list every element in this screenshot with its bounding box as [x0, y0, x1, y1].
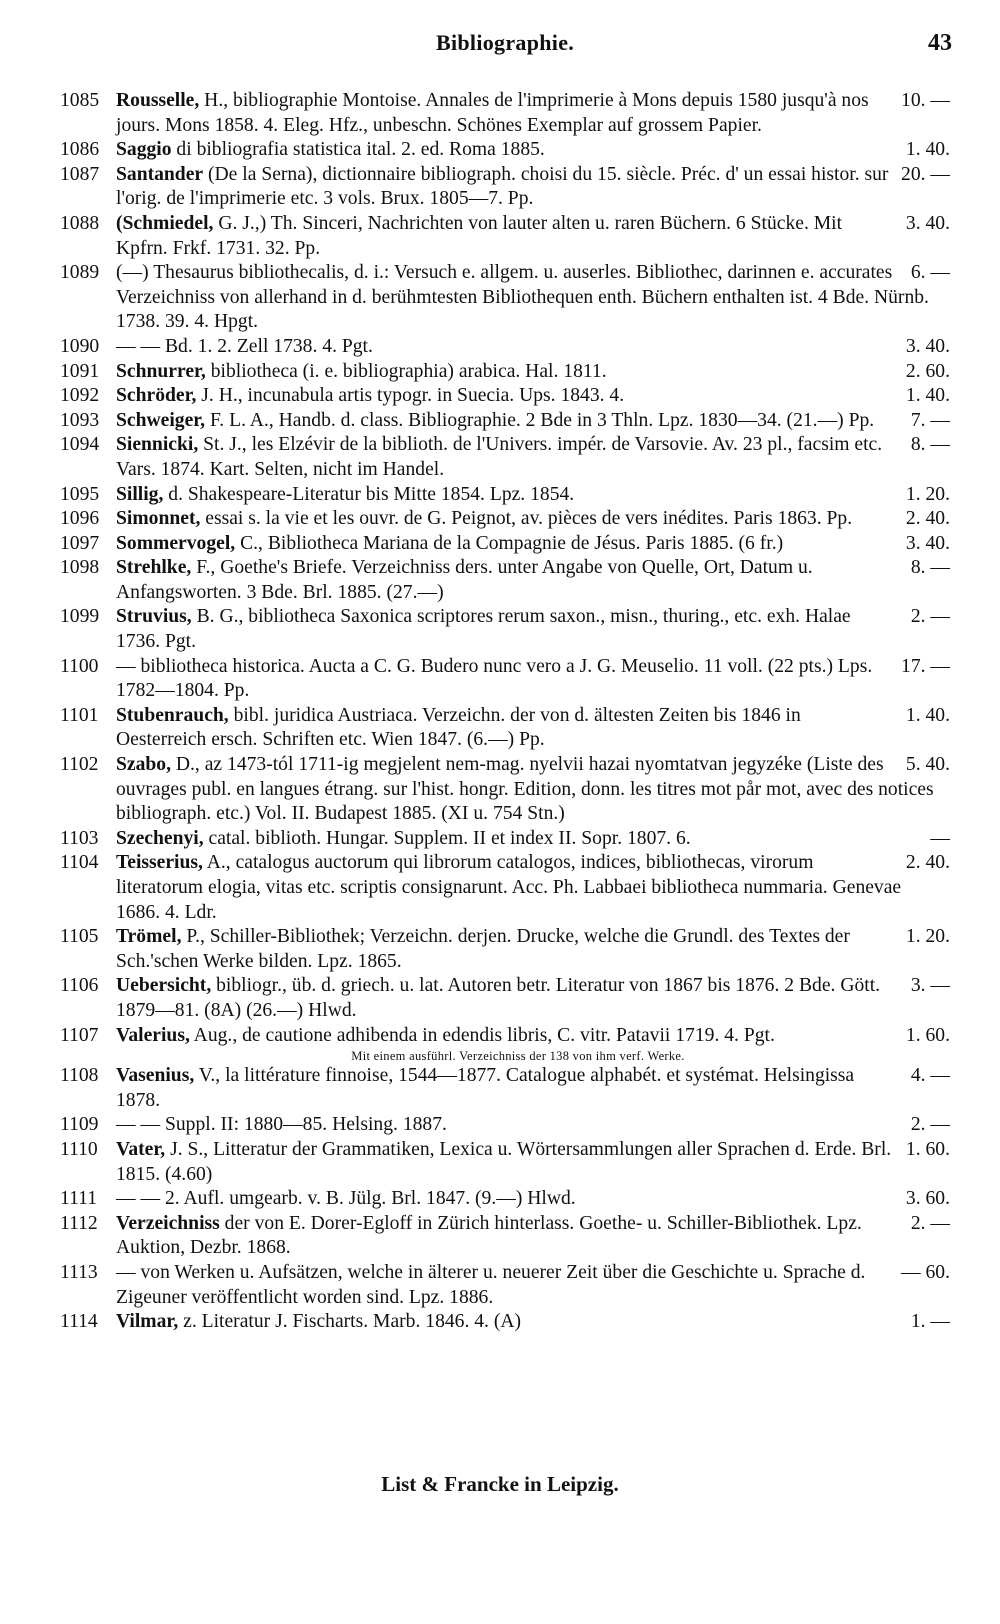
entry-price: 3. 40.: [905, 335, 950, 357]
entry-number: 1096: [60, 508, 100, 530]
entry-number: 1091: [60, 360, 100, 382]
entry-number: 1107: [60, 1024, 99, 1046]
entry-author: Stubenrauch,: [116, 704, 229, 726]
entry-author: Strehlke,: [116, 557, 192, 579]
entry-description: V., la littérature finnoise, 1544—1877. Catalogue alphabét. et systémat. Helsingissa 1878.: [116, 1065, 855, 1111]
catalogue-entry: [60, 925, 950, 974]
entry-description: B. G., bibliotheca Saxonica scriptores rerum saxon., misn., thuring., etc. exh. Halae 1736. Pgt.: [116, 606, 851, 653]
entry-number: 1088: [60, 212, 100, 234]
entry-description: — — Bd. 1. 2. Zell 1738. 4. Pgt.: [116, 335, 373, 357]
entry-description: — — 2. Aufl. umgearb. v. B. Jülg. Brl. 1847. (9.—) Hlwd.: [116, 1188, 576, 1210]
entry-number: 1113: [60, 1261, 98, 1283]
publisher-footer: List & Francke in Leipzig.: [381, 1472, 619, 1496]
entry-price: 3. 40.: [905, 212, 950, 234]
entry-price: 20. —: [901, 163, 950, 185]
page-number: 43: [928, 30, 952, 56]
entry-number: 1086: [60, 139, 100, 161]
entry-author: Uebersicht,: [116, 975, 212, 997]
entry-price: 4. —: [910, 1065, 950, 1087]
catalogue-entry: [60, 507, 950, 532]
entry-description: di bibliografia statistica ital. 2. ed. Roma 1885.: [171, 139, 545, 161]
entry-price: 8. —: [910, 434, 950, 456]
catalogue-entry: [60, 1261, 950, 1310]
entry-number: 1102: [60, 754, 99, 776]
catalogue-entries: [60, 89, 950, 1335]
entry-author: Vasenius,: [116, 1065, 195, 1087]
catalogue-entry: [60, 851, 950, 925]
catalogue-entry: [60, 655, 950, 704]
entry-description: Aug., de cautione adhibenda in edendis libris, C. vitr. Patavii 1719. 4. Pgt.: [189, 1024, 775, 1046]
catalogue-entry: [60, 212, 950, 261]
entry-price: 1. 20.: [905, 483, 950, 505]
entry-price: 6. —: [910, 262, 950, 284]
entry-description: J. S., Litteratur der Grammatiken, Lexica u. Wörtersammlungen aller Sprachen d. Erde. Brl. 1815. (4.60): [116, 1138, 892, 1185]
entry-description: D., az 1473-tól 1711-ig megjelent nem-mag. nyelvii hazai nyomtatvan jegyzéke (Liste des ouvrages publ. en langues étrang. sur l'hist. hongr. Edition, donn. les titres mot pår mot, avec des notices bibliograph. etc.) Vol. II. Budapest 1885. (XI u. 754 Stn.): [116, 754, 934, 825]
entry-description: — von Werken u. Aufsätzen, welche in älterer u. neuerer Zeit über die Geschichte u. Sprache d. Zigeuner veröffentlicht worden sind. Lpz. 1886.: [116, 1261, 866, 1308]
entry-price: 1. 40.: [905, 139, 950, 161]
entry-number: 1101: [60, 704, 99, 726]
entry-author: Szechenyi,: [116, 827, 204, 849]
catalogue-entry: [60, 1113, 950, 1138]
entry-author: Valerius,: [116, 1024, 190, 1046]
entry-price: 2. 40.: [905, 852, 950, 874]
entry-description: P., Schiller-Bibliothek; Verzeichn. derjen. Drucke, welche die Grundl. des Textes der Sch.'schen Werke bilden. Lpz. 1865.: [116, 926, 850, 972]
entry-price: 2. —: [910, 1114, 950, 1136]
entry-number: 1093: [60, 409, 100, 431]
entry-description: F., Goethe's Briefe. Verzeichniss ders. unter Angabe von Quelle, Ort, Datum u. Anfangsworten. 3 Bde. Brl. 1885. (27.—): [116, 557, 813, 603]
entry-number: 1111: [60, 1188, 98, 1210]
entry-author: Trömel,: [116, 926, 182, 948]
entry-price: 3. —: [910, 975, 950, 997]
entry-description: bibl. juridica Austriaca. Verzeichn. der von d. ältesten Zeiten bis 1846 in Oesterreich ersch. Schriften etc. Wien 1847. (6.—) Pp.: [116, 704, 801, 751]
entry-number: 1092: [60, 385, 100, 407]
catalogue-entry: [60, 335, 950, 360]
entry-number: 1105: [60, 926, 99, 948]
catalogue-entry: [60, 261, 950, 335]
entry-author: Schweiger,: [116, 409, 206, 431]
catalogue-entry: [60, 1310, 950, 1335]
catalogue-entry: [60, 1187, 950, 1212]
catalogue-entry: [60, 360, 950, 385]
catalogue-entry: [60, 163, 950, 212]
entry-number: 1090: [60, 335, 100, 357]
catalogue-entry: [60, 384, 950, 409]
entry-number: 1114: [60, 1311, 98, 1333]
entry-description: catal. biblioth. Hungar. Supplem. II et index II. Sopr. 1807. 6.: [203, 827, 691, 849]
catalogue-entry: [60, 1024, 950, 1065]
entry-number: 1112: [60, 1212, 98, 1234]
entry-price: 8. —: [910, 557, 950, 579]
entry-price: 5. 40.: [905, 754, 950, 776]
catalogue-entry: [60, 753, 950, 827]
entry-number: 1109: [60, 1114, 99, 1136]
entry-number: 1100: [60, 655, 99, 677]
entry-author: Teisserius,: [116, 852, 203, 874]
entry-number: 1098: [60, 557, 100, 579]
entry-number: 1095: [60, 483, 100, 505]
entry-description: der von E. Dorer-Egloff in Zürich hinterlass. Goethe- u. Schiller-Bibliothek. Lpz. Auktion, Dezbr. 1868.: [116, 1212, 862, 1259]
entry-author: Siennicki,: [116, 434, 199, 456]
entry-number: 1089: [60, 262, 100, 284]
entry-price: 1. 20.: [905, 926, 950, 948]
entry-price: 7. —: [910, 409, 950, 431]
entry-price: 10. —: [901, 90, 950, 111]
entry-author: Verzeichniss: [116, 1212, 220, 1234]
entry-number: 1104: [60, 852, 99, 874]
entry-description: essai s. la vie et les ouvr. de G. Peignot, av. pièces de vers inédites. Paris 1863. Pp.: [200, 508, 853, 530]
entry-description: H., bibliographie Montoise. Annales de l'imprimerie à Mons depuis 1580 jusqu'à nos jours. Mons 1858. 4. Eleg. Hfz., unbeschn. Schönes Exemplar auf grossem Papier.: [116, 90, 869, 136]
entry-author: Saggio: [116, 139, 172, 161]
entry-author: Struvius,: [116, 606, 192, 628]
entry-author: Sillig,: [116, 483, 164, 505]
entry-author: (Schmiedel,: [116, 212, 214, 234]
entry-number: 1108: [60, 1065, 99, 1087]
entry-description: A., catalogus auctorum qui librorum catalogos, indices, bibliothecas, virorum literatorum elogia, vitas etc. scriptis consignarunt. Acc. Ph. Labbaei bibliotheca nummaria. Genevae 1686. 4. Ldr.: [116, 852, 902, 923]
entry-number: 1087: [60, 163, 100, 185]
catalogue-entry: [60, 89, 950, 138]
entry-author: Sommervogel,: [116, 532, 236, 554]
entry-price: 2. 60.: [905, 360, 950, 382]
catalogue-entry: [60, 605, 950, 654]
entry-price: 1. 40.: [905, 385, 950, 407]
entry-price: 17. —: [901, 655, 950, 677]
entry-description: F. L. A., Handb. d. class. Bibliographie. 2 Bde in 3 Thln. Lpz. 1830—34. (21.—) Pp.: [205, 409, 875, 431]
entry-price: 1. —: [910, 1311, 950, 1333]
entry-number: 1085: [60, 90, 100, 111]
entry-description: bibliogr., üb. d. griech. u. lat. Autoren betr. Literatur von 1867 bis 1876. 2 Bde. Gött. 1879—81. (8A) (26.—) Hlwd.: [116, 975, 881, 1021]
entry-author: Schröder,: [116, 385, 197, 407]
page-title: Bibliographie.: [436, 30, 575, 55]
entry-number: 1106: [60, 975, 99, 997]
entry-author: Vilmar,: [116, 1311, 179, 1333]
entry-price: 3. 40.: [905, 532, 950, 554]
entry-price: 2. 40.: [905, 508, 950, 530]
entry-price: 2. —: [910, 1212, 950, 1234]
catalogue-entry: [60, 433, 950, 482]
entry-price: 1. 60.: [905, 1138, 950, 1160]
entry-author: Szabo,: [116, 754, 171, 776]
entry-number: 1099: [60, 606, 100, 628]
entry-price: —: [930, 827, 950, 849]
entry-description: G. J.,) Th. Sinceri, Nachrichten von lauter alten u. raren Büchern. 6 Stücke. Mit Kpfrn. Frkf. 1731. 32. Pp.: [116, 212, 843, 259]
catalogue-entry: [60, 409, 950, 434]
entry-description: (—) Thesaurus bibliothecalis, d. i.: Versuch e. allgem. u. auserles. Bibliothec, darinnen e. accurates Verzeichniss von allerhand in d. berühmtesten Bibliothequen enth. Büchern enthalten ist. 4 Bde. Nürnb. 1738. 39. 4. Hpgt.: [116, 262, 929, 333]
catalogue-entry: [60, 483, 950, 508]
entry-author: Santander: [116, 163, 204, 185]
entry-description: C., Bibliotheca Mariana de la Compagnie de Jésus. Paris 1885. (6 fr.): [235, 532, 784, 554]
entry-description: (De la Serna), dictionnaire bibliograph. choisi du 15. siècle. Préc. d' un essai histor. sur l'orig. de l'imprimerie etc. 3 vols. Brux. 1805—7. Pp.: [116, 163, 889, 210]
entry-author: Rousselle,: [116, 90, 200, 111]
entry-description: St. J., les Elzévir de la biblioth. de l'Univers. impér. de Varsovie. Av. 23 pl., facsim etc. Vars. 1874. Kart. Selten, nicht im Handel.: [116, 434, 883, 480]
entry-price: 1. 60.: [905, 1024, 950, 1046]
catalogue-entry: [60, 1064, 950, 1113]
catalogue-entry: [60, 1138, 950, 1187]
entry-description: d. Shakespeare-Literatur bis Mitte 1854. Lpz. 1854.: [163, 483, 575, 505]
entry-description: — bibliotheca historica. Aucta a C. G. Budero nunc vero a J. G. Meuselio. 11 voll. (22 pts.) Lps. 1782—1804. Pp.: [116, 655, 873, 702]
entry-number: 1094: [60, 434, 100, 456]
entry-author: Vater,: [116, 1138, 166, 1160]
catalogue-entry: [60, 532, 950, 557]
page-header: [0, 30, 1000, 70]
entry-author: Simonnet,: [116, 508, 201, 530]
entry-number: 1097: [60, 532, 100, 554]
catalogue-entry: [60, 138, 950, 163]
catalogue-entry: [60, 1212, 950, 1261]
entry-description: J. H., incunabula artis typogr. in Suecia. Ups. 1843. 4.: [196, 385, 625, 407]
entry-price: — 60.: [901, 1261, 950, 1283]
entry-author: Schnurrer,: [116, 360, 206, 382]
entry-description: bibliotheca (i. e. bibliographia) arabica. Hal. 1811.: [205, 360, 607, 382]
entry-description: z. Literatur J. Fischarts. Marb. 1846. 4. (A): [178, 1311, 522, 1333]
entry-price: 1. 40.: [905, 704, 950, 726]
catalogue-entry: [60, 556, 950, 605]
catalogue-entry: [60, 827, 950, 852]
entry-description: — — Suppl. II: 1880—85. Helsing. 1887.: [116, 1114, 447, 1136]
entry-price: 2. —: [910, 606, 950, 628]
catalogue-entry: [60, 704, 950, 753]
catalogue-entry: [60, 974, 950, 1023]
entry-number: 1103: [60, 827, 99, 849]
entry-price: 3. 60.: [905, 1188, 950, 1210]
entry-note: Mit einem ausführl. Verzeichniss der 138 von ihm verf. Werke.: [351, 1049, 685, 1064]
entry-number: 1110: [60, 1138, 98, 1160]
